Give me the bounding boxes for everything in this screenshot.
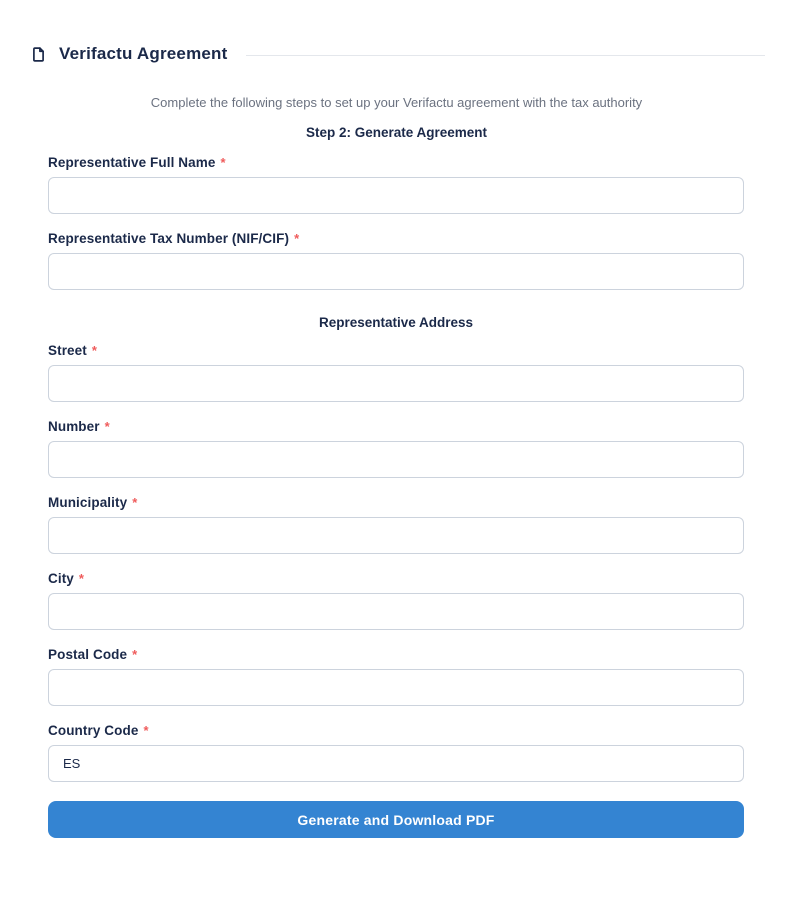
postal-code-label: Postal Code * xyxy=(48,647,138,662)
representative-full-name-input[interactable] xyxy=(48,177,744,214)
field-number xyxy=(48,419,744,478)
postal-code-input[interactable] xyxy=(48,669,744,706)
verifactu-agreement-page xyxy=(0,44,793,911)
required-asterisk: * xyxy=(143,723,149,738)
required-asterisk: * xyxy=(104,419,110,434)
street-label: Street * xyxy=(48,343,98,358)
field-city xyxy=(48,571,744,630)
field-country-code xyxy=(48,723,744,782)
representative-full-name-label: Representative Full Name * xyxy=(48,155,226,170)
field-representative-tax-number xyxy=(48,231,744,290)
required-asterisk: * xyxy=(294,231,300,246)
city-label: City * xyxy=(48,571,85,586)
country-code-input[interactable] xyxy=(48,745,744,782)
required-asterisk: * xyxy=(132,647,138,662)
required-asterisk: * xyxy=(132,495,138,510)
header-divider xyxy=(246,55,765,56)
required-asterisk: * xyxy=(220,155,226,170)
field-municipality xyxy=(48,495,744,554)
document-icon xyxy=(30,46,47,63)
page-title: Verifactu Agreement xyxy=(59,44,228,63)
country-code-label: Country Code * xyxy=(48,723,149,738)
municipality-label: Municipality * xyxy=(48,495,138,510)
number-label: Number * xyxy=(48,419,110,434)
required-asterisk: * xyxy=(78,571,85,586)
representative-tax-number-input[interactable] xyxy=(48,253,744,290)
number-input[interactable] xyxy=(48,441,744,478)
page-subtitle: Complete the following steps to set up your Verifactu agreement with the tax authority xyxy=(150,95,643,110)
field-representative-full-name xyxy=(48,155,744,214)
section-header xyxy=(30,44,765,64)
required-asterisk: * xyxy=(91,343,98,358)
address-section-heading: Representative Address xyxy=(318,315,474,330)
generate-and-download-pdf-button[interactable]: Generate and Download PDF xyxy=(48,801,744,838)
street-input[interactable] xyxy=(48,365,744,402)
city-input[interactable] xyxy=(48,593,744,630)
representative-tax-number-label: Representative Tax Number (NIF/CIF) * xyxy=(48,231,300,246)
step-heading: Step 2: Generate Agreement xyxy=(305,125,488,140)
verifactu-agreement-form xyxy=(48,155,744,838)
field-street xyxy=(48,343,744,402)
municipality-input[interactable] xyxy=(48,517,744,554)
field-postal-code xyxy=(48,647,744,706)
